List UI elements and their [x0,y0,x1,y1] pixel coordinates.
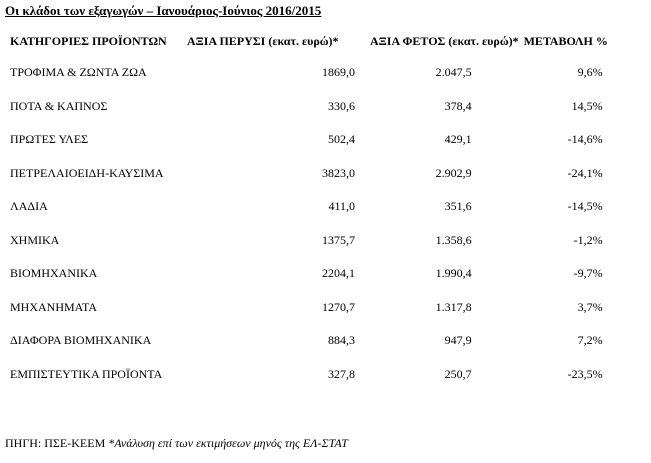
table-row [5,291,644,325]
category-cell: ΠΕΤΡΕΛΑΙΟΕΙΔΗ-ΚΑΥΣΙΜΑ [10,165,164,180]
value-last-year-cell: 2204,1 [322,266,355,281]
header-row [5,34,644,56]
change-cell: 7,2% [577,333,603,348]
change-cell: 3,7% [577,299,603,314]
value-last-year-cell: 1375,7 [322,232,355,247]
value-last-year-cell: 411,0 [328,199,355,214]
value-last-year-cell: 3823,0 [322,165,355,180]
change-cell: 9,6% [577,65,603,80]
category-cell: ΤΡΟΦΙΜΑ & ΖΩΝΤΑ ΖΩΑ [10,65,147,80]
value-last-year-cell: 330,6 [328,98,355,113]
exports-table [5,34,644,391]
value-last-year-cell: 502,4 [328,132,355,147]
value-this-year-cell: 1.317,8 [435,299,472,314]
value-this-year-cell: 947,9 [444,333,472,348]
table-row [5,90,644,124]
category-cell: ΠΡΩΤΕΣ ΥΛΕΣ [10,132,89,147]
value-this-year-cell: 378,4 [444,98,472,113]
source-line [5,436,348,451]
change-cell: -9,7% [573,266,603,281]
category-cell: ΠΟΤΑ & ΚΑΠΝΟΣ [10,98,108,113]
value-this-year-cell: 1.990,4 [435,266,472,281]
table-title: Οι κλάδοι των εξαγωγών – Ιανουάριος-Ιούνιος 2016/2015 [5,3,322,18]
value-this-year-cell: 2.902,9 [435,165,472,180]
change-cell: 14,5% [571,98,603,113]
table-row [5,56,644,90]
category-cell: ΛΑΔΙΑ [10,199,48,214]
change-cell: -23,5% [567,366,603,381]
table-row [5,224,644,258]
value-last-year-cell: 884,3 [328,333,355,348]
value-this-year-cell: 1.358,6 [435,232,472,247]
value-this-year-cell: 2.047,5 [435,65,472,80]
change-cell: -24,1% [567,165,603,180]
header-value-last-year: ΑΞΙΑ ΠΕΡΥΣΙ (εκατ. ευρώ)* [187,34,339,48]
change-cell: -14,5% [567,199,603,214]
category-cell: ΧΗΜΙΚΑ [10,232,60,247]
source-note: *Ανάλυση επί των εκτιμήσεων μηνός της ΕΛ-ΣΤΑΤ [108,436,348,450]
value-this-year-cell: 250,7 [444,366,472,381]
table-row [5,190,644,224]
header-category: ΚΑΤΗΓΟΡΙΕΣ ΠΡΟΪΟΝΤΩΝ [10,34,167,48]
header-value-this-year: ΑΞΙΑ ΦΕΤΟΣ (εκατ. ευρώ)* [370,34,519,48]
source-label: ΠΗΓΗ: ΠΣΕ-ΚΕΕΜ [5,436,106,450]
value-last-year-cell: 327,8 [328,366,355,381]
header-change: ΜΕΤΑΒΟΛΗ % [523,34,608,48]
value-this-year-cell: 351,6 [444,199,472,214]
value-last-year-cell: 1270,7 [322,299,355,314]
table-row [5,257,644,291]
category-cell: ΜΗΧΑΝΗΜΑΤΑ [10,299,98,314]
table-body [5,56,644,391]
category-cell: ΕΜΠΙΣΤΕΥΤΙΚΑ ΠΡΟΪΟΝΤΑ [10,366,163,381]
table-row [5,123,644,157]
table-row [5,324,644,358]
value-this-year-cell: 429,1 [444,132,472,147]
category-cell: ΔΙΑΦΟΡΑ ΒΙΟΜΗΧΑΝΙΚΑ [10,333,152,348]
value-last-year-cell: 1869,0 [322,65,355,80]
change-cell: -14,6% [567,132,603,147]
table-row [5,157,644,191]
change-cell: -1,2% [573,232,603,247]
category-cell: ΒΙΟΜΗΧΑΝΙΚΑ [10,266,98,281]
table-row [5,358,644,392]
